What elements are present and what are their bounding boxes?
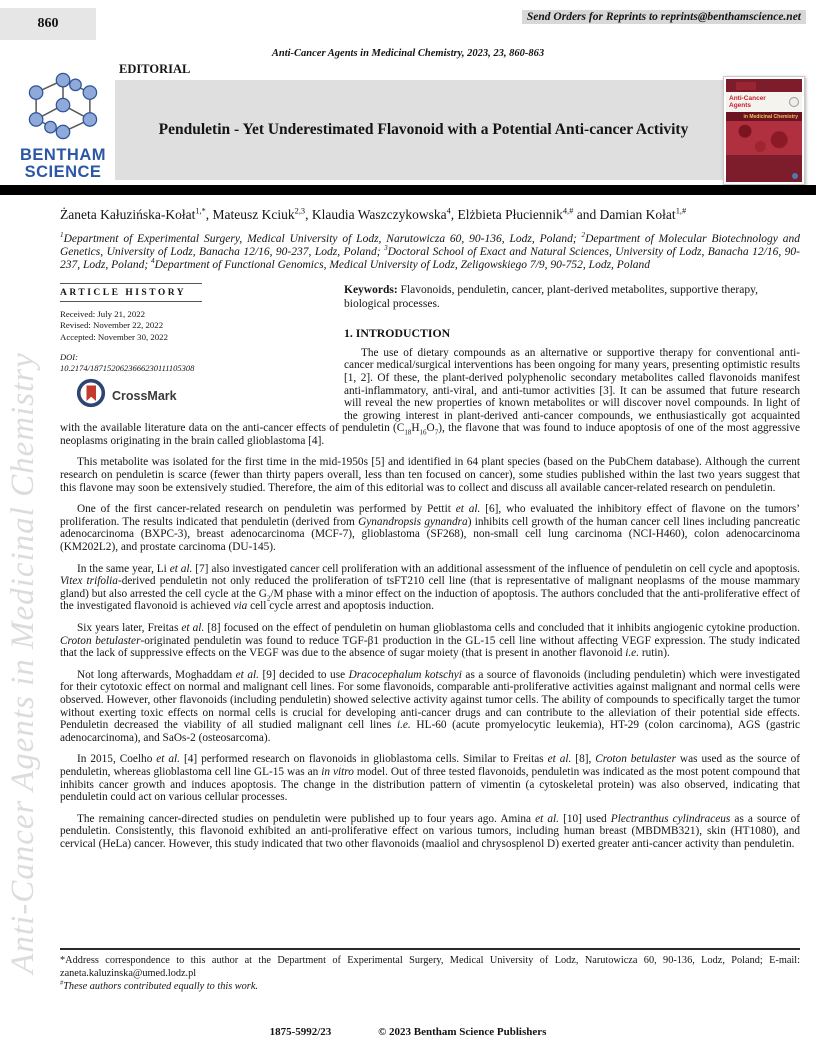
issn-code: 1875-5992/23 <box>269 1026 332 1038</box>
brand-name-line1: BENTHAM <box>20 146 106 164</box>
cover-volume-strip <box>726 79 802 92</box>
paragraph-4: In the same year, Li et al. [7] also investigated cancer cell proliferation with an additional assessment of the influence of penduletin on cell cycle and apoptosis. Vitex trifolia-derived penduletin not only reduced the proliferation of tsFT210 cell line (that is representative of malignant neoplasms of the mouse mammary gland) but also arrested the cell cycle at the $G_2/M$ phase with a minor effect on the induction of apoptosis. The authors concluded that the anti-proliferative effect of the investigated flavonoid is achieved via cell cycle arrest and apoptosis induction. <box>60 562 800 613</box>
introduction-heading: 1. INTRODUCTION <box>344 325 451 340</box>
doi-value: 10.2174/1871520623666230111105308 <box>60 362 195 373</box>
paragraph-7: In 2015, Coelho et al. [4] performed research on flavonoids in glioblastoma cells. Similar to Freitas et al. [8], Croton betulaster was used as the source of penduletin, whereas glioblastoma cell line GL-15 was an in vitro model. Out of three tested flavonoids, penduletin was indicated as the most potent compound that inhibits cancer growth and induces apoptosis. The change in the distribution pattern of vimentin (a cytoskeletal protein) was also observed, indicating that penduletin could act on various cellular processes. <box>60 753 801 804</box>
article-history-dates <box>60 309 330 344</box>
cover-title-line2: in Medicinal Chemistry <box>743 113 798 120</box>
crossmark-badge[interactable] <box>76 378 330 413</box>
cover-footer <box>726 155 802 182</box>
article-history-block <box>60 283 330 414</box>
cover-title-line1: Anti-Cancer Agents <box>729 95 766 109</box>
article-history-rule-bottom <box>60 301 202 302</box>
accepted-date: Accepted: November 30, 2022 <box>60 331 168 342</box>
copyright-notice: © 2023 Bentham Science Publishers <box>378 1026 547 1038</box>
cover-publisher-icon <box>792 173 798 179</box>
paragraph-6: Not long afterwards, Moghaddam et al. [9] decided to use Dracocephalum kotschyi as a source of flavonoids (including penduletin) which were investigated for their cytotoxic effect on normal and malignant cell lines. For some flavonoids, comparable anti-proliferative activities against malignant and normal cells were observed. However, other flavonoids (including penduletin) showed selective activity against tumor cells. The ability of compounds to specifically target the tumor without exerting toxic effects on normal cells is crucial for developing anti-cancer drugs and can contribute to the alleviation of their potential side effects. Penduletin decreased the viability of all studied malignant cell lines i.e. HL-60 (acute promyelocytic leukemia), HT-29 (colon carcinoma), AGS (gastric adenocarcinoma), and SaOs-2 (osteosarcoma). <box>60 668 801 744</box>
footnote-block <box>60 948 800 993</box>
bentham-science-logo <box>12 72 114 181</box>
crossmark-label: CrossMark <box>112 388 177 403</box>
journal-watermark: Anti-Cancer Agents in Medicinal Chemistry <box>5 352 41 974</box>
received-date: Received: July 21, 2022 <box>60 308 146 319</box>
revised-date: Revised: November 22, 2022 <box>60 320 164 331</box>
reprint-notice: Send Orders for Reprints to reprints@benthamscience.net <box>522 10 806 24</box>
cover-emblem-icon <box>789 97 799 107</box>
paragraph-5: Six years later, Freitas et al. [8] focused on the effect of penduletin on human glioblastoma cells and concluded that it inhibits angiogenic cytokine production. Croton betulaster-originated penduletin was found to reduce TGF-β1 production in the GL-15 cell line without affecting VEGF expression. The study indicated that the lack of suppressive effects on the VEGF was due to the absence of sugar moiety (that is present in another flavonoid i.e. rutin). <box>60 622 801 660</box>
correspondence-note: *Address correspondence to this author at the Department of Experimental Surgery, Medical University of Lodz, Narutowicza 60, 90-136, Lodz, Poland; E-mail: zaneta.kaluzinska@umed.lodz.pl <box>60 955 800 979</box>
cover-artwork <box>726 121 802 155</box>
article-body <box>60 207 800 860</box>
cover-volume-box <box>736 82 756 90</box>
equal-contribution-note: #These authors contributed equally to this work. <box>60 979 258 992</box>
section-label: EDITORIAL <box>119 62 191 76</box>
publisher-line <box>0 1026 816 1038</box>
page-number: 860 <box>0 8 96 40</box>
header-divider-bar <box>0 185 816 195</box>
article-history-heading: ARTICLE HISTORY <box>60 287 187 298</box>
journal-cover-art <box>726 79 802 182</box>
molecule-icon <box>15 129 111 146</box>
intro-paragraph: The use of dietary compounds as an alternative or supportive therapy for conventional anti-cancer medical/surgical interventions has been ongoing for many years, presenting optimistic results [1, 2]. Of these, the plant-derived polyphenolic secondary metabolites called flavonoids manifest anti-inflammatory, anti-viral, and anti-tumor activities [3]. It can be assumed that future research will reveal the new properties of known metabolites or will discover novel compounds. In light of the growing interest in plant-derived anti-cancer compounds, we enthusiastically got acquainted with the available literature data on the anti-cancer effects of penduletin $(C_{18}H_{16}O_7)$, the flavone that was found to induce apoptosis of one of the most aggressive neoplasms originating in the brain called glioblastoma [4]. <box>60 346 800 447</box>
brand-name-line2: SCIENCE <box>24 163 102 181</box>
crossmark-icon <box>76 378 106 413</box>
footnote-rule <box>60 948 800 950</box>
title-banner <box>115 80 800 180</box>
paragraph-2: This metabolite was isolated for the first time in the mid-1950s [5] and identified in 64 plant species (based on the PubChem database). Although the current research on penduletin is scarce (fewer than thirty papers overall, less than ten focused on cancer), some studies published within the last two years suggest that this flavone may soon be extensively studied. Therefore, the aim of this editorial was to collect and discuss all available cancer-related research on penduletin. <box>60 456 800 494</box>
article-title: Penduletin - Yet Underestimated Flavonoid with a Potential Anti-cancer Activity <box>158 121 689 138</box>
journal-cover-thumbnail <box>723 76 805 185</box>
paragraph-8: The remaining cancer-directed studies on penduletin were published up to four years ago. Amina et al. [10] used Plectranthus cylindraceus as a source of penduletin. Consistently, this flavonoid exhibited an anti-proliferative effect on various tumors, including human breast (MBDMB321), skin (HT1080), and cervical (HeLa) cancer. However, this study indicated that two other flavonoids (maaliol and chrysosplenol D) exerted greater anti-cancer activity than penduletin. <box>60 812 800 850</box>
doi-label: DOI: <box>60 352 78 363</box>
affiliations: $^1$Department of Experimental Surgery, Medical University of Lodz, Narutowicza 60, 90-136, Lodz, Poland; $^2$Department of Molecular Biotechnology and Genetics, University of Lodz, Banacha 12/16, 90-237, Lodz, Poland; $^3$Doctoral School of Exact and Natural Sciences, University of Lodz, Banacha 12/16, 90-237, Lodz, Poland; $^4$Department of Functional Genomics, Medical University of Lodz, Zeligowskiego 7/9, 90-752, Lodz, Poland <box>60 230 800 272</box>
paragraph-3: One of the first cancer-related research on penduletin was performed by Pettit et al. [6], who evaluated the inhibitory effect of flavone on the tumors’ proliferation. The results indicated that penduletin (derived from Gynandropsis gynandra) inhibits cell growth of the human cancer cell lines including pancreatic adenocarcinoma (BXPC-3), breast adenocarcinoma (MCF-7), glioblastoma (SF268), non-small cell lung carcinoma (NCI-H460), colon adenocarcinoma (KM202L2), and prostate carcinoma (DU-145). <box>60 503 801 554</box>
authors-line: Żaneta Kałuzińska-Kołat$^{1,*}$, Mateusz Kciuk$^{2,3}$, Klaudia Waszczykowska$^4$, Elżbieta Płuciennik$^{4,\#}$ and Damian Kołat$^{1,\#}$ <box>60 206 687 222</box>
keywords-line: Keywords: Flavonoids, penduletin, cancer, plant-derived metabolites, supportive therapy, biological processes. <box>344 283 758 310</box>
journal-citation: Anti-Cancer Agents in Medicinal Chemistry, 2023, 23, 860-863 <box>271 48 545 59</box>
cover-subtitle-band <box>726 112 802 121</box>
intro-two-column-area <box>60 283 800 448</box>
cover-title-band <box>726 92 802 112</box>
doi-block <box>60 352 330 373</box>
